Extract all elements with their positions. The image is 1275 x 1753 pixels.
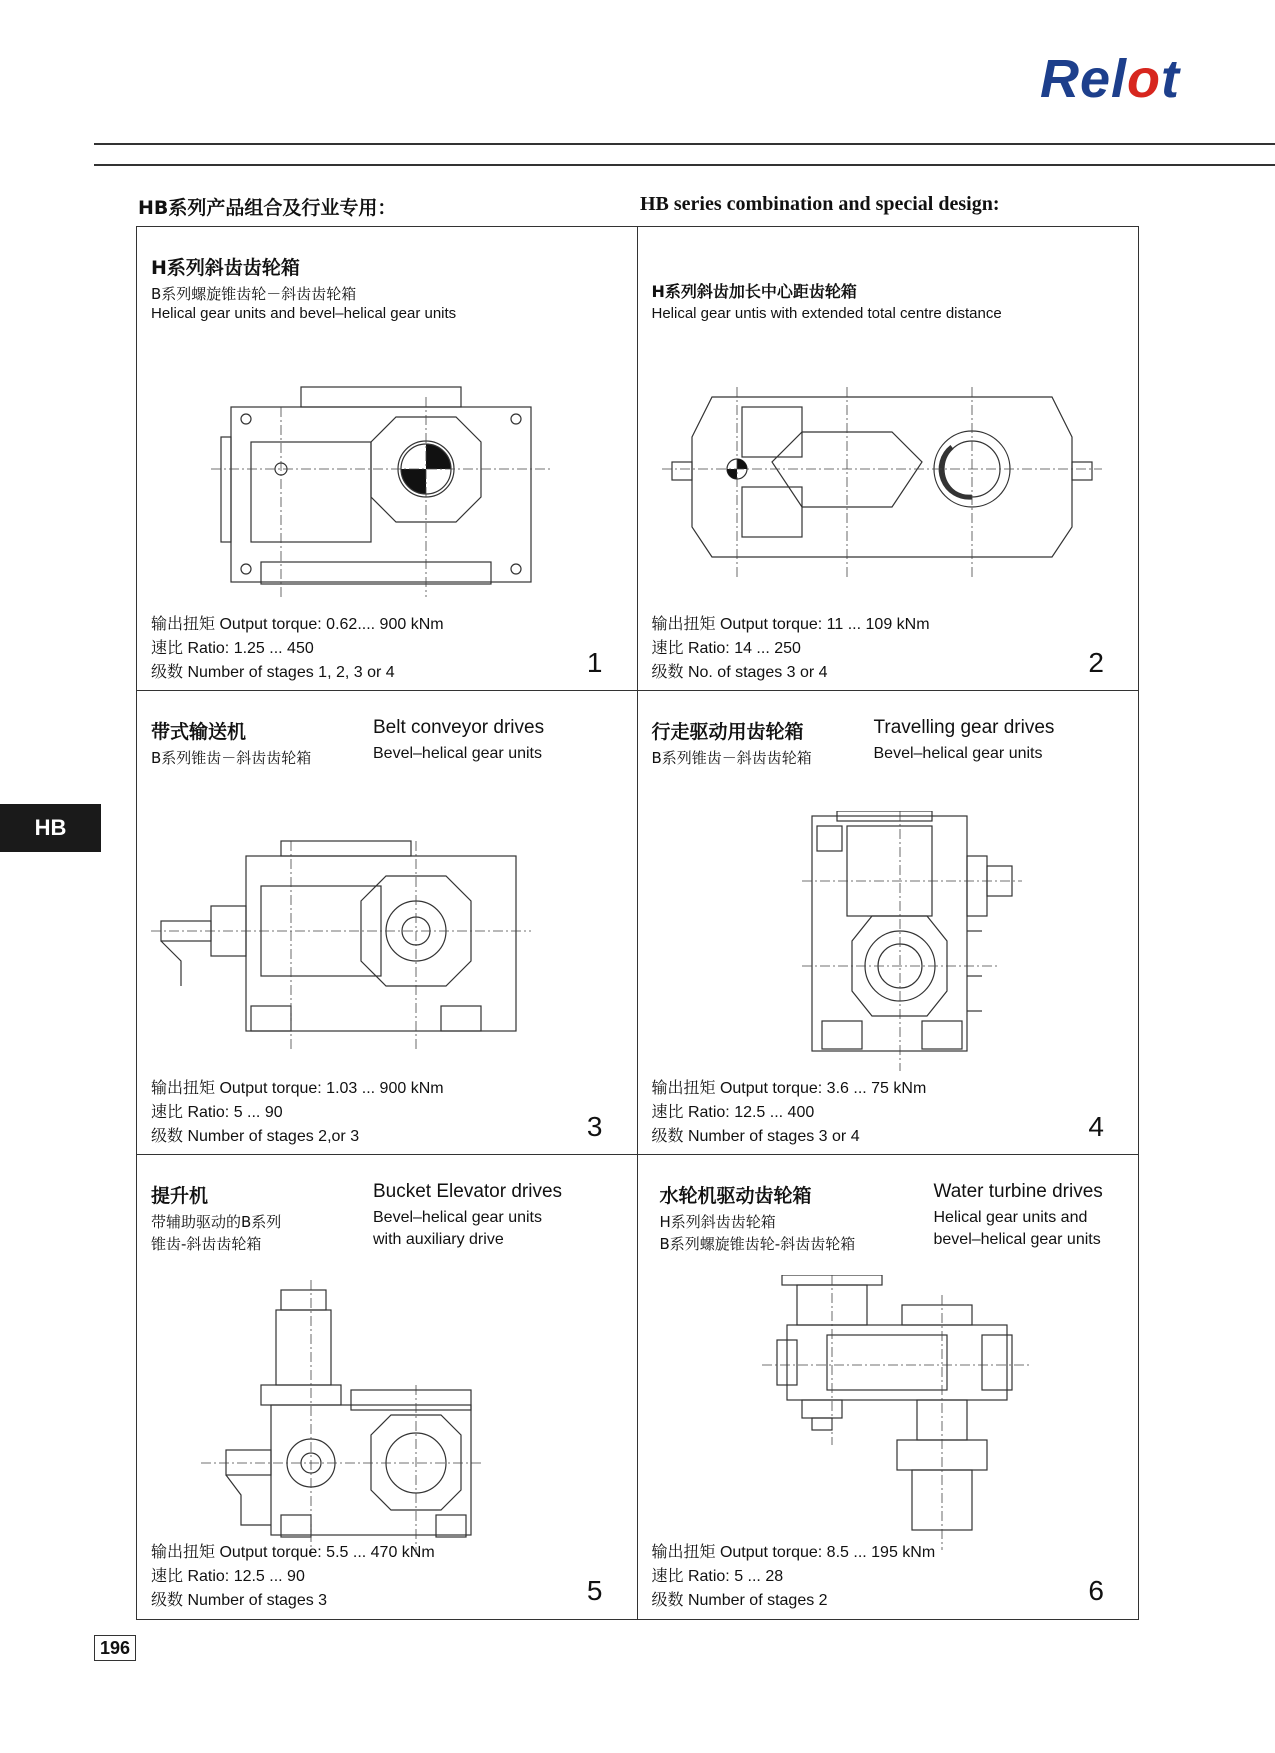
panel-subtitle-en-2: bevel–helical gear units [933, 1231, 1101, 1248]
panel-title-en: Travelling gear drives [873, 717, 1055, 738]
section-heading-cn: HB系列产品组合及行业专用： [138, 197, 397, 219]
panel-title-cn: H系列斜齿加长中心距齿轮箱 [651, 282, 857, 301]
spec-stages: 级数 Number of stages 1, 2, 3 or 4 [151, 664, 395, 681]
spec-torque: 输出扭矩 Output torque: 11 ... 109 kNm [651, 616, 930, 633]
panel-2 [638, 227, 1139, 691]
spec-ratio: 速比 Ratio: 14 ... 250 [651, 640, 801, 657]
spec-ratio: 速比 Ratio: 5 ... 90 [151, 1104, 283, 1121]
brand-logo: Relot [1040, 49, 1181, 109]
header-rule-top [94, 143, 1275, 145]
panel-number: 1 [586, 647, 603, 678]
panel-subtitle-en: Helical gear units and [933, 1209, 1088, 1226]
panel-title-cn: H系列斜齿齿轮箱 [151, 257, 300, 279]
gear-unit-drawing-1 [151, 347, 621, 647]
panel-subtitle-en: Helical gear untis with extended total centre distance [651, 305, 1002, 322]
panel-subtitle-en: Bevel–helical gear units [373, 1209, 542, 1226]
spec-ratio: 速比 Ratio: 5 ... 28 [651, 1568, 784, 1585]
panel-subtitle-cn: H系列斜齿齿轮箱 [659, 1213, 776, 1231]
spec-torque: 输出扭矩 Output torque: 1.03 ... 900 kNm [151, 1080, 444, 1097]
panel-subtitle-en: Bevel–helical gear units [873, 745, 1043, 762]
spec-torque: 输出扭矩 Output torque: 3.6 ... 75 kNm [651, 1080, 927, 1097]
panel-title-en: Water turbine drives [933, 1181, 1103, 1202]
panel-4 [638, 691, 1139, 1155]
panel-title-en: Bucket Elevator drives [373, 1181, 563, 1202]
spec-stages: 级数 No. of stages 3 or 4 [651, 664, 828, 681]
gear-unit-drawing-6 [652, 1275, 1122, 1575]
panel-number: 2 [1088, 647, 1104, 678]
panel-subtitle-cn-2: 锥齿-斜齿齿轮箱 [151, 1235, 262, 1253]
panel-title-cn: 水轮机驱动齿轮箱 [659, 1185, 812, 1207]
spec-torque: 输出扭矩 Output torque: 5.5 ... 470 kNm [151, 1544, 435, 1561]
panel-number: 6 [1088, 1575, 1104, 1606]
panel-subtitle-cn-2: B系列螺旋锥齿轮-斜齿齿轮箱 [659, 1235, 856, 1253]
panel-3 [137, 691, 638, 1155]
panel-subtitle-en: Bevel–helical gear units [373, 745, 542, 762]
panel-5 [137, 1155, 638, 1619]
panel-subtitle-en-2: with auxiliary drive [373, 1231, 504, 1248]
spec-stages: 级数 Number of stages 2,or 3 [151, 1128, 360, 1145]
panel-6 [638, 1155, 1139, 1619]
panel-1 [137, 227, 638, 691]
section-heading-en: HB series combination and special design: [640, 193, 1000, 215]
product-grid [136, 226, 1139, 1620]
gear-unit-drawing-4 [652, 811, 1122, 1111]
panel-subtitle-cn: 带辅助驱动的B系列 [151, 1213, 282, 1231]
gear-unit-drawing-5 [151, 1275, 621, 1575]
panel-title-cn: 带式输送机 [151, 721, 247, 743]
spec-torque: 输出扭矩 Output torque: 8.5 ... 195 kNm [651, 1544, 936, 1561]
page-number: 196 [94, 1635, 136, 1661]
panel-subtitle-en: Helical gear units and bevel–helical gear units [151, 305, 457, 322]
gear-unit-drawing-2 [652, 347, 1122, 647]
spec-stages: 级数 Number of stages 3 [151, 1592, 328, 1609]
section-tab-hb[interactable]: HB [0, 804, 101, 852]
gear-unit-drawing-3 [151, 811, 621, 1111]
spec-torque: 输出扭矩 Output torque: 0.62.... 900 kNm [151, 616, 444, 633]
panel-title-cn: 提升机 [151, 1185, 209, 1207]
panel-subtitle-cn: B系列锥齿－斜齿齿轮箱 [151, 749, 312, 767]
panel-title-cn: 行走驱动用齿轮箱 [651, 721, 804, 743]
panel-number: 4 [1088, 1111, 1104, 1142]
panel-title-en: Belt conveyor drives [373, 717, 545, 738]
panel-number: 3 [586, 1111, 603, 1142]
spec-ratio: 速比 Ratio: 12.5 ... 400 [651, 1104, 815, 1121]
spec-ratio: 速比 Ratio: 12.5 ... 90 [151, 1568, 305, 1585]
panel-number: 5 [586, 1575, 603, 1606]
spec-ratio: 速比 Ratio: 1.25 ... 450 [151, 640, 314, 657]
panel-subtitle-cn: B系列螺旋锥齿轮－斜齿齿轮箱 [151, 285, 357, 303]
spec-stages: 级数 Number of stages 3 or 4 [651, 1128, 860, 1145]
header-rule-bottom [94, 164, 1275, 166]
spec-stages: 级数 Number of stages 2 [651, 1592, 828, 1609]
panel-subtitle-cn: B系列锥齿－斜齿齿轮箱 [651, 749, 812, 767]
